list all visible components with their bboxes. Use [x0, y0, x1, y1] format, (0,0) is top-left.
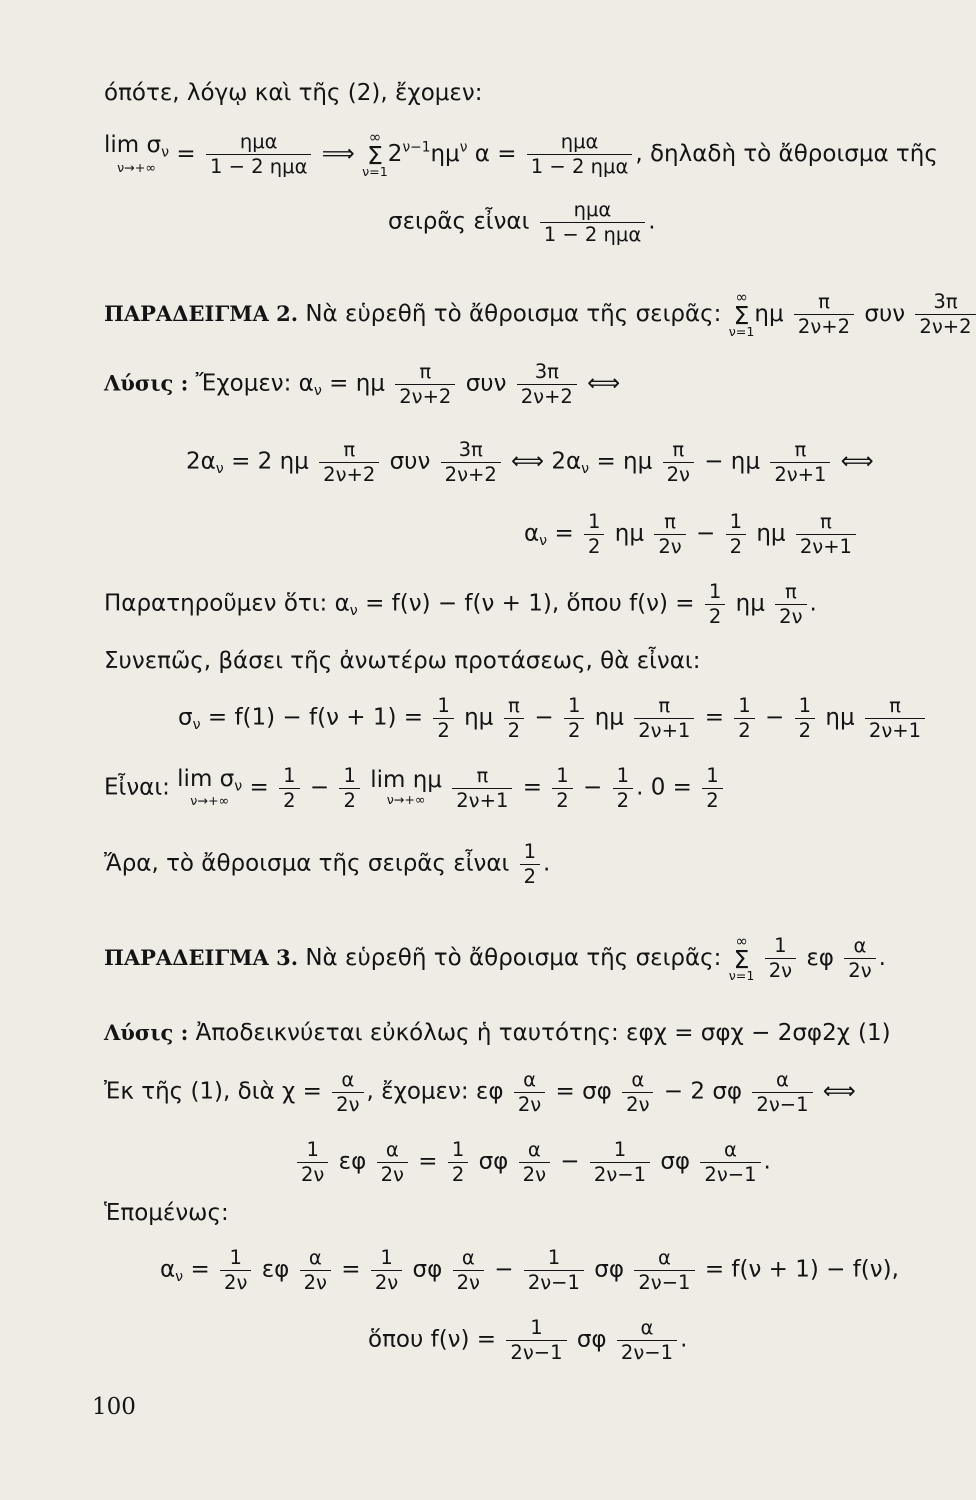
equation-number: (1): [858, 1020, 891, 1046]
observation-line: Παρατηροῦμεν ὅτι: $\alpha_\nu = f(\nu) - f(\nu + 1)$, ὅπου f(ν) = $\frac{1}{2}$ ημ $\frac{\pi}{2\nu}$ .: [104, 580, 817, 628]
solution-2-line-1: Λύσις : Ἔχομεν: $\alpha_\nu = \eta\mu$ $\frac{\pi}{2\nu+2}$ συν $\frac{3\pi}{2\nu+2}$ ⟺: [104, 360, 621, 408]
example-2-heading: ΠΑΡΑΔΕΙΓΜΑ 2. Νὰ εὑρεθῆ τὸ ἄθροισμα τῆς σειρᾶς: ∞ Σ ν=1 ημ $\frac{\pi}{2\nu+2}$ συν $\frac{3\pi}{2\nu+2}$: [104, 290, 976, 339]
line-9: Συνεπῶς, βάσει τῆς ἀνωτέρω προτάσεως, θὰ εἶναι:: [104, 648, 701, 674]
line-3: σειρᾶς εἶναι ημα 1 − 2 ημα .: [388, 198, 656, 246]
solution-3-line-4: $\alpha_\nu$ = $\frac{1}{2\nu}$ εφ $\frac{\alpha}{2\nu}$ = $\frac{1}{2\nu}$ σφ $\frac{\alpha}{2\nu}$ − $\frac{1}{2\nu-1}$ σφ $\frac{\alpha}{2\nu-1}$ = f(ν + 1) − f(ν),: [160, 1246, 899, 1294]
page-number: 100: [92, 1394, 136, 1420]
limit-line: Εἶναι: $\lim \sigma_\nu$ ν→+∞ = $\frac{1}{2}$ − $\frac{1}{2}$ lim ημ ν→+∞ $\frac{\pi}{2\nu+1}$ = $\frac{1}{2}$ − $\frac{1}{2}$ . 0 = $\frac{1}{2}$: [104, 766, 726, 810]
solution-3-line-5: ὅπου f(ν) = $\frac{1}{2\nu-1}$ σφ $\frac{\alpha}{2\nu-1}$ .: [368, 1316, 688, 1364]
fraction: ημα 1 − 2 ημα: [206, 132, 312, 176]
limit: $\lim \sigma_\nu$ ν→+∞: [104, 132, 170, 175]
fraction: ημα 1 − 2 ημα: [527, 132, 633, 176]
line-consequently: Ἑπομένως:: [104, 1200, 229, 1226]
solution-3-identity: Λύσις : Ἀποδεικνύεται εὐκόλως ἡ ταυτότης: εφχ = σφχ − 2σφ2χ: [104, 1020, 851, 1046]
sum-symbol: ∞ Σ ν=1: [362, 128, 388, 180]
fraction: ημα 1 − 2 ημα: [540, 200, 646, 244]
solution-2-line-3: $\alpha_\nu$ = $\frac{1}{2}$ ημ $\frac{\pi}{2\nu}$ − $\frac{1}{2}$ ημ $\frac{\pi}{2\nu+1}$: [524, 512, 859, 556]
line-2-limit-formula: $\lim \sigma_\nu$ ν→+∞ = ημα 1 − 2 ημα ⟹ ∞ Σ ν=1 $2^{\nu-1}\eta\mu^\nu$ α = ημα 1 − 2 ημα , δηλαδὴ τὸ ἄθροισμα τῆς: [104, 128, 938, 180]
solution-2-line-2: $2\alpha_\nu = 2$ ημ $\frac{\pi}{2\nu+2}$ συν $\frac{3\pi}{2\nu+2}$ ⟺ $2\alpha_\nu = \eta\mu$ $\frac{\pi}{2\nu}$ − ημ $\frac{\pi}{2\nu+1}$ ⟺: [186, 438, 874, 486]
solution-3-line-3: $\frac{1}{2\nu}$ εφ $\frac{\alpha}{2\nu}$ = $\frac{1}{2}$ σφ $\frac{\alpha}{2\nu}$ − $\frac{1}{2\nu-1}$ σφ $\frac{\alpha}{2\nu-1}$ .: [294, 1140, 771, 1184]
sigma-nu-line: $\sigma_\nu = f(1) - f(\nu + 1)$ = $\frac{1}{2}$ ημ $\frac{\pi}{2}$ − $\frac{1}{2}$ ημ $\frac{\pi}{2\nu+1}$ = $\frac{1}{2}$ − $\frac{1}{2}$ ημ $\frac{\pi}{2\nu+1}$: [178, 696, 928, 740]
conclusion-line: Ἄρα, τὸ ἄθροισμα τῆς σειρᾶς εἶναι $\frac{1}{2}$ .: [104, 840, 551, 888]
example-3-heading: ΠΑΡΑΔΕΙΓΜΑ 3. Νὰ εὑρεθῆ τὸ ἄθροισμα τῆς σειρᾶς: ∞ Σ ν=1 $\frac{1}{2\nu}$ εφ $\frac{\alpha}{2\nu}$ .: [104, 932, 886, 984]
line-1: όπότε, λόγῳ καὶ τῆς (2), ἔχομεν:: [104, 80, 483, 106]
solution-3-line-2: Ἐκ τῆς (1), διὰ χ = $\frac{\alpha}{2\nu}$ , ἔχομεν: εφ $\frac{\alpha}{2\nu}$ = σφ $\frac{\alpha}{2\nu}$ − 2 σφ $\frac{\alpha}{2\nu-1}$ ⟺: [104, 1068, 856, 1116]
